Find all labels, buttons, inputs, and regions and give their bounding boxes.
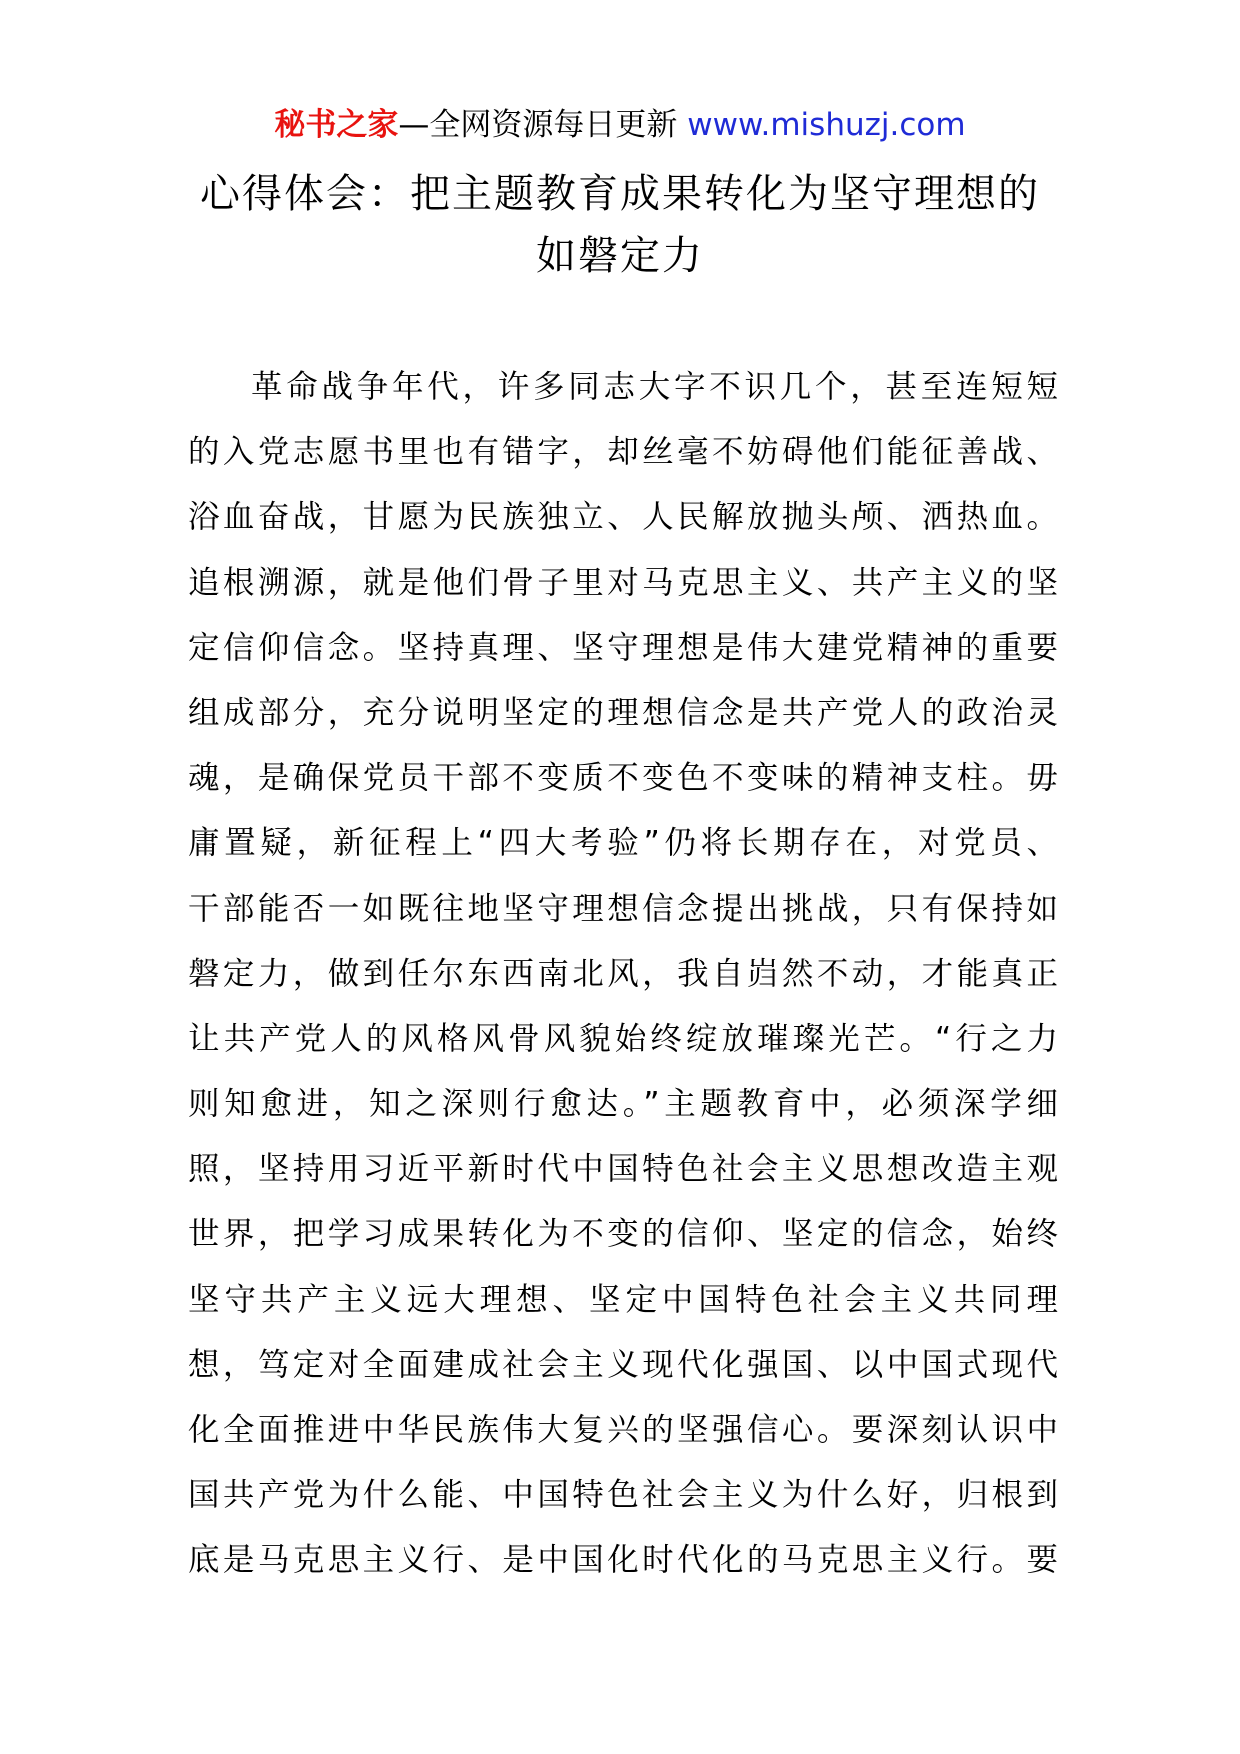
body-line: 浴血奋战，甘愿为民族独立、人民解放抛头颅、洒热血。 — [188, 499, 1058, 536]
header-tagline: —全网资源每日更新 — [398, 107, 688, 143]
body-line: 底是马克思主义行、是中国化时代化的马克思主义行。要 — [188, 1542, 1058, 1579]
title-line-1: 心得体会：把主题教育成果转化为坚守理想的 — [200, 171, 1040, 217]
body-line: 则知愈进，知之深则行愈达。”主题教育中，必须深学细 — [188, 1086, 1058, 1123]
body-line: 化全面推进中华民族伟大复兴的坚强信心。要深刻认识中 — [188, 1412, 1058, 1448]
site-url-link[interactable]: www.mishuzj.com — [687, 107, 966, 143]
body-paragraph — [188, 355, 1058, 1594]
body-line: 坚守共产主义远大理想、坚定中国特色社会主义共同理 — [188, 1281, 1058, 1318]
body-line: 磐定力，做到任尔东西南北风，我自岿然不动，才能真正 — [188, 955, 1058, 992]
body-line: 照，坚持用习近平新时代中国特色社会主义思想改造主观 — [188, 1151, 1058, 1188]
site-header — [0, 103, 1240, 147]
body-line: 让共产党人的风格风骨风貌始终绽放璀璨光芒。“行之力 — [188, 1020, 1058, 1057]
body-line: 组成部分，充分说明坚定的理想信念是共产党人的政治灵 — [188, 694, 1058, 731]
body-line: 国共产党为什么能、中国特色社会主义为什么好，归根到 — [188, 1477, 1058, 1514]
body-line: 革命战争年代，许多同志大字不识几个，甚至连短短 — [251, 369, 1058, 405]
title-line-2: 如磐定力 — [536, 233, 704, 279]
body-line: 想，笃定对全面建成社会主义现代化强国、以中国式现代 — [188, 1346, 1058, 1383]
brand-name: 秘书之家 — [274, 107, 399, 143]
body-line: 世界，把学习成果转化为不变的信仰、坚定的信念，始终 — [188, 1216, 1058, 1253]
body-line: 追根溯源，就是他们骨子里对马克思主义、共产主义的坚 — [188, 564, 1058, 601]
body-line: 魂，是确保党员干部不变质不变色不变味的精神支柱。毋 — [188, 760, 1058, 797]
body-line: 庸置疑，新征程上“四大考验”仍将长期存在，对党员、 — [188, 825, 1058, 862]
body-line: 的入党志愿书里也有错字，却丝毫不妨碍他们能征善战、 — [188, 434, 1058, 471]
body-line: 定信仰信念。坚持真理、坚守理想是伟大建党精神的重要 — [188, 629, 1058, 666]
document-title — [150, 163, 1090, 287]
body-line: 干部能否一如既往地坚守理想信念提出挑战，只有保持如 — [188, 890, 1058, 927]
